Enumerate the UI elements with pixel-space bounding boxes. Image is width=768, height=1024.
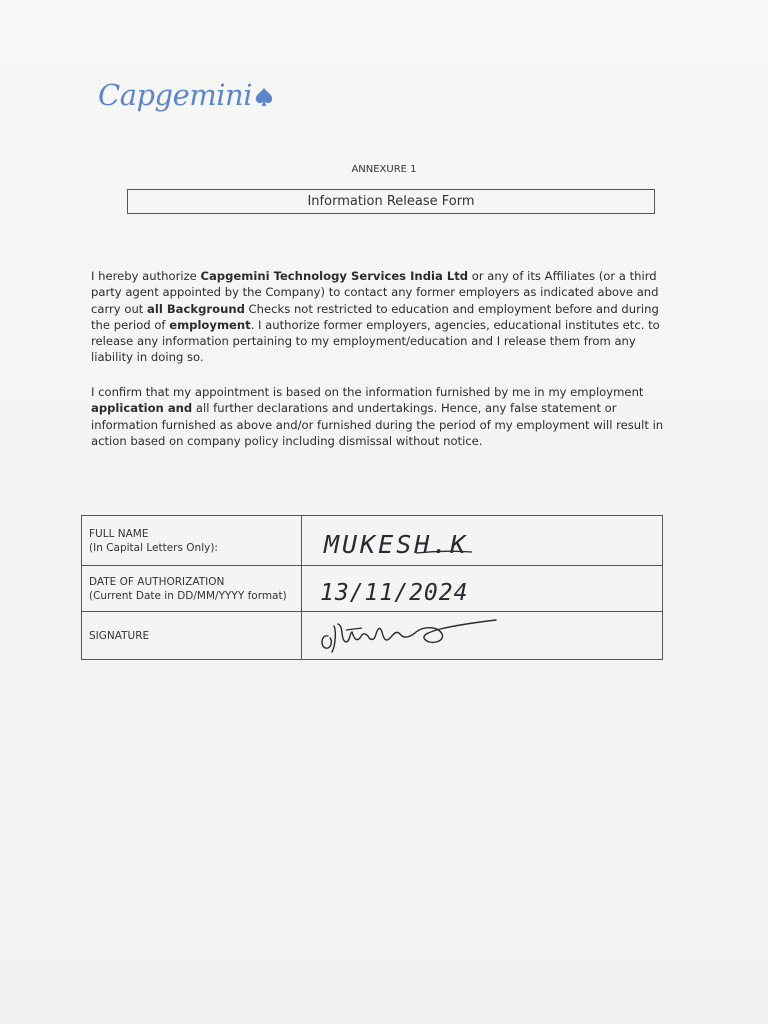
signature-cell[interactable] <box>302 612 663 660</box>
company-name-bold: Capgemini Technology Services India Ltd <box>200 269 469 283</box>
text-span-bold: employment <box>169 317 251 332</box>
details-table <box>81 515 663 660</box>
text-span: I confirm that my appointment is based on the information furnished by me in my employment <box>91 385 644 399</box>
full-name-label-cell <box>82 516 302 566</box>
full-name-handwritten: MUKESH.K <box>324 530 469 559</box>
form-title-box <box>127 189 655 214</box>
annexure-heading: ANNEXURE 1 <box>351 164 417 175</box>
date-handwritten: 13/11/2024 <box>320 580 469 606</box>
spade-icon <box>254 87 274 107</box>
company-logo <box>98 78 274 112</box>
text-span-bold: application and <box>91 401 193 416</box>
full-name-row <box>82 516 663 566</box>
text-span-bold: all Background <box>147 301 245 316</box>
full-name-label: FULL NAME <box>89 527 149 540</box>
underline-stroke <box>414 548 474 556</box>
authorization-paragraph <box>91 268 681 366</box>
date-label: DATE OF AUTHORIZATION <box>89 575 225 588</box>
full-name-value-cell[interactable] <box>302 516 663 566</box>
signature-image <box>316 616 516 658</box>
signature-label: SIGNATURE <box>89 629 150 642</box>
date-row <box>82 566 663 612</box>
text-span: Checks not restricted to education and employment before and during the period of <box>91 301 659 332</box>
text-span: all further declarations and undertakings. Hence, any false statement or information furnished as above and/or furnished during the period of my employment will result in action based on company policy including dismissal without notice. <box>91 401 664 448</box>
signature-label-cell <box>82 612 302 660</box>
date-label-cell <box>82 566 302 612</box>
confirmation-paragraph <box>91 384 681 449</box>
full-name-sublabel: (In Capital Letters Only): <box>89 541 218 554</box>
text-span: or any of its Affiliates (or a third party agent appointed by the Company) to contact any former employers as indicated above and carry out <box>91 269 659 316</box>
text-span: I hereby authorize <box>91 269 201 283</box>
date-value-cell[interactable] <box>302 566 663 612</box>
text-span: . I authorize former employers, agencies, educational institutes etc. to release any information pertaining to my employment/education and I release them from any liability in doing so. <box>91 317 660 365</box>
date-sublabel: (Current Date in DD/MM/YYYY format) <box>89 589 287 602</box>
form-title: Information Release Form <box>307 194 475 209</box>
logo-wordmark: Capgemini <box>98 78 252 112</box>
signature-row <box>82 612 663 660</box>
